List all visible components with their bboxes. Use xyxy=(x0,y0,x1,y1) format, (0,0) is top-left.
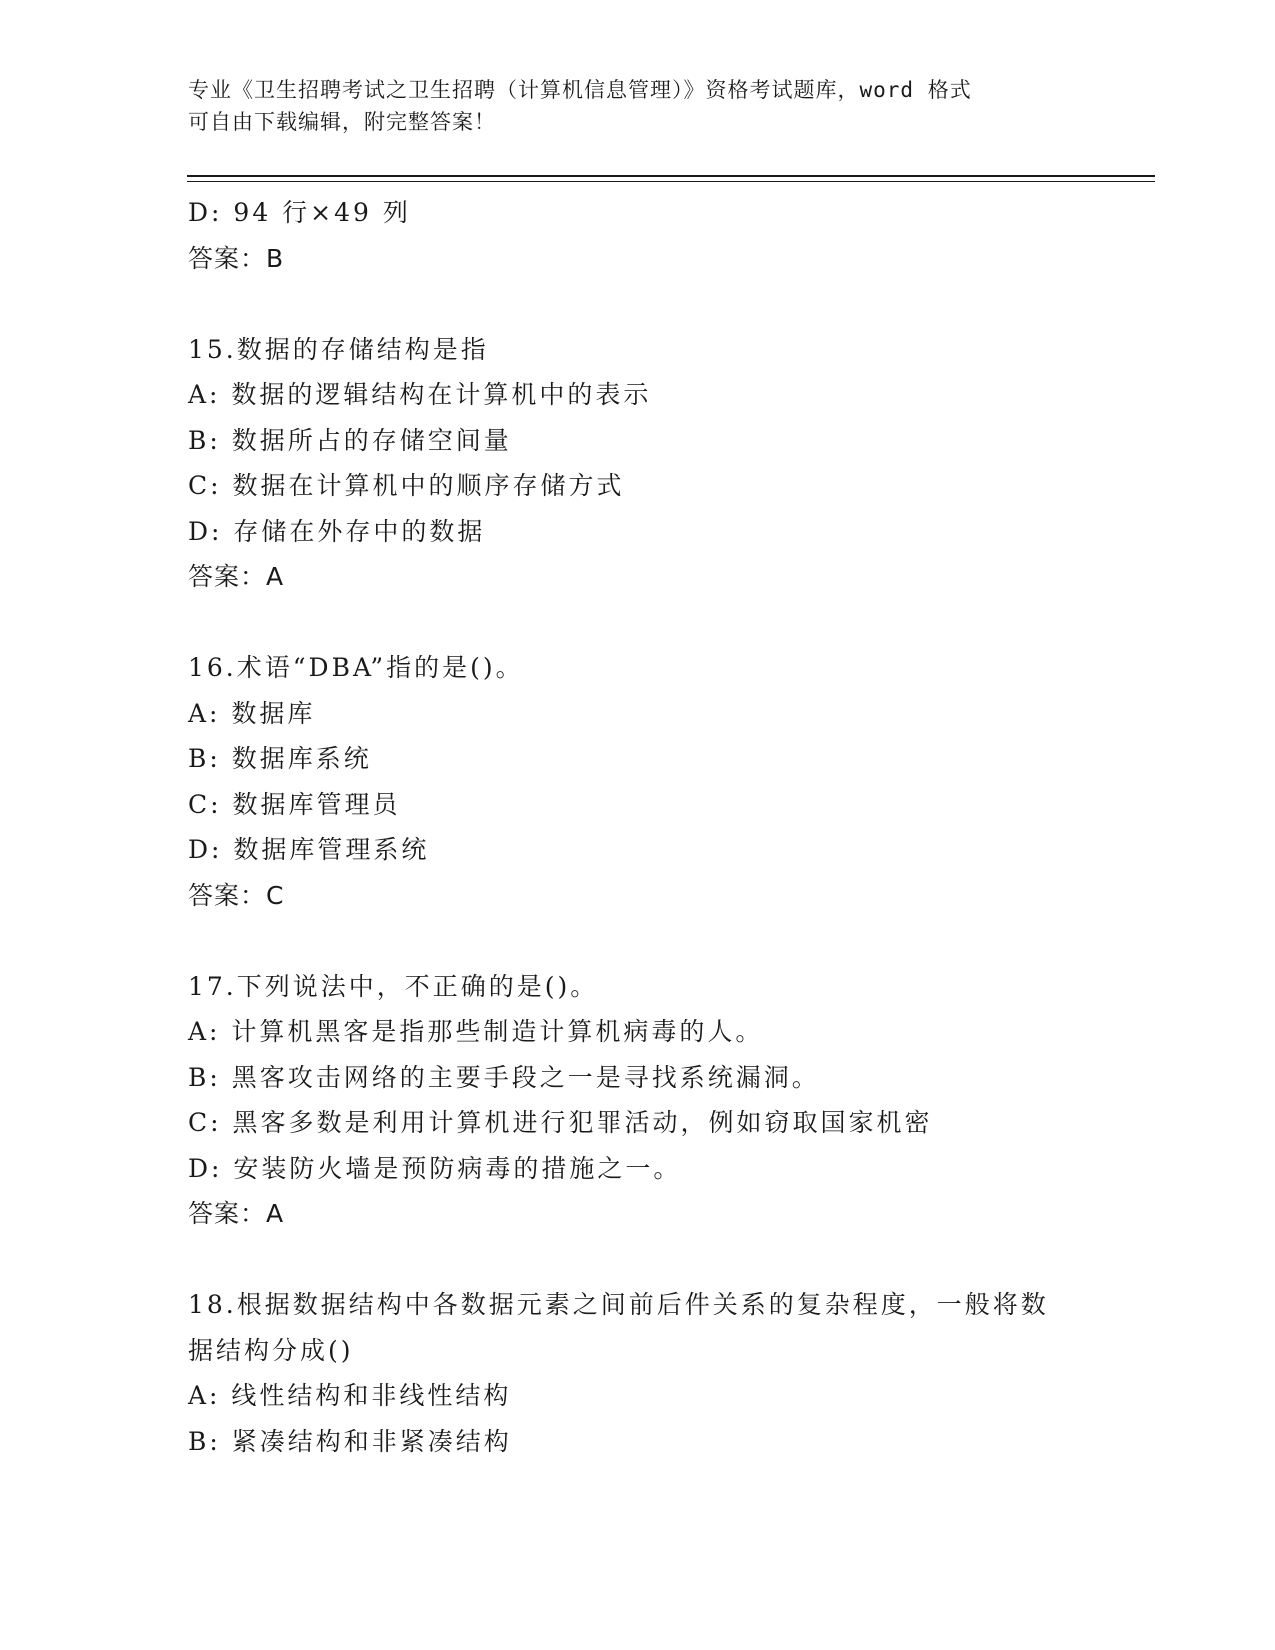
option-b: B: 数据库系统 xyxy=(188,744,372,773)
option-c: C: 数据库管理员 xyxy=(188,789,401,819)
question-content xyxy=(188,190,1148,1464)
header-line-2: 可自由下载编辑，附完整答案！ xyxy=(188,110,496,134)
question-stem-line-1: 18.根据数据结构中各数据元素之间前后件关系的复杂程度，一般将数 xyxy=(188,1290,1049,1319)
header-divider-thin xyxy=(187,181,1155,182)
answer-label: 答案：A xyxy=(188,1199,285,1228)
question-16 xyxy=(188,645,1148,918)
question-stem: 16.术语“DBA”指的是()。 xyxy=(188,653,524,682)
question-17 xyxy=(188,964,1148,1237)
answer-label: 答案：B xyxy=(188,243,285,273)
header-divider-thick xyxy=(187,175,1155,177)
document-header xyxy=(188,74,1068,138)
option-d: D: 存储在外存中的数据 xyxy=(188,516,486,546)
option-b: B: 数据所占的存储空间量 xyxy=(188,425,512,455)
answer-label: 答案：C xyxy=(188,880,285,910)
option-d: D: 安装防火墙是预防病毒的措施之一。 xyxy=(188,1153,682,1183)
question-spacer xyxy=(188,281,1148,327)
option-d: D: 94 行×49 列 xyxy=(188,198,411,227)
option-d: D: 数据库管理系统 xyxy=(188,835,430,864)
question-spacer xyxy=(188,600,1148,646)
option-b: B: 紧凑结构和非紧凑结构 xyxy=(188,1426,512,1456)
question-stem: 17.下列说法中，不正确的是()。 xyxy=(188,971,599,1001)
option-c: C: 数据在计算机中的顺序存储方式 xyxy=(188,471,625,500)
option-a: A: 数据库 xyxy=(188,698,316,728)
option-c: C: 黑客多数是利用计算机进行犯罪活动，例如窃取国家机密 xyxy=(188,1108,933,1137)
question-spacer xyxy=(188,1237,1148,1283)
header-line-1: 专业《卫生招聘考试之卫生招聘（计算机信息管理）》资格考试题库，word 格式 xyxy=(188,78,972,102)
question-14-continued xyxy=(188,190,1148,281)
question-15 xyxy=(188,327,1148,600)
option-b: B: 黑客攻击网络的主要手段之一是寻找系统漏洞。 xyxy=(188,1062,820,1092)
question-18 xyxy=(188,1282,1148,1464)
option-a: A: 线性结构和非线性结构 xyxy=(188,1381,512,1410)
answer-label: 答案：A xyxy=(188,562,285,591)
question-stem-line-2: 据结构分成() xyxy=(188,1335,354,1365)
question-stem: 15.数据的存储结构是指 xyxy=(188,334,489,364)
option-a: A: 计算机黑客是指那些制造计算机病毒的人。 xyxy=(188,1017,764,1046)
question-spacer xyxy=(188,918,1148,964)
option-a: A: 数据的逻辑结构在计算机中的表示 xyxy=(188,380,652,409)
